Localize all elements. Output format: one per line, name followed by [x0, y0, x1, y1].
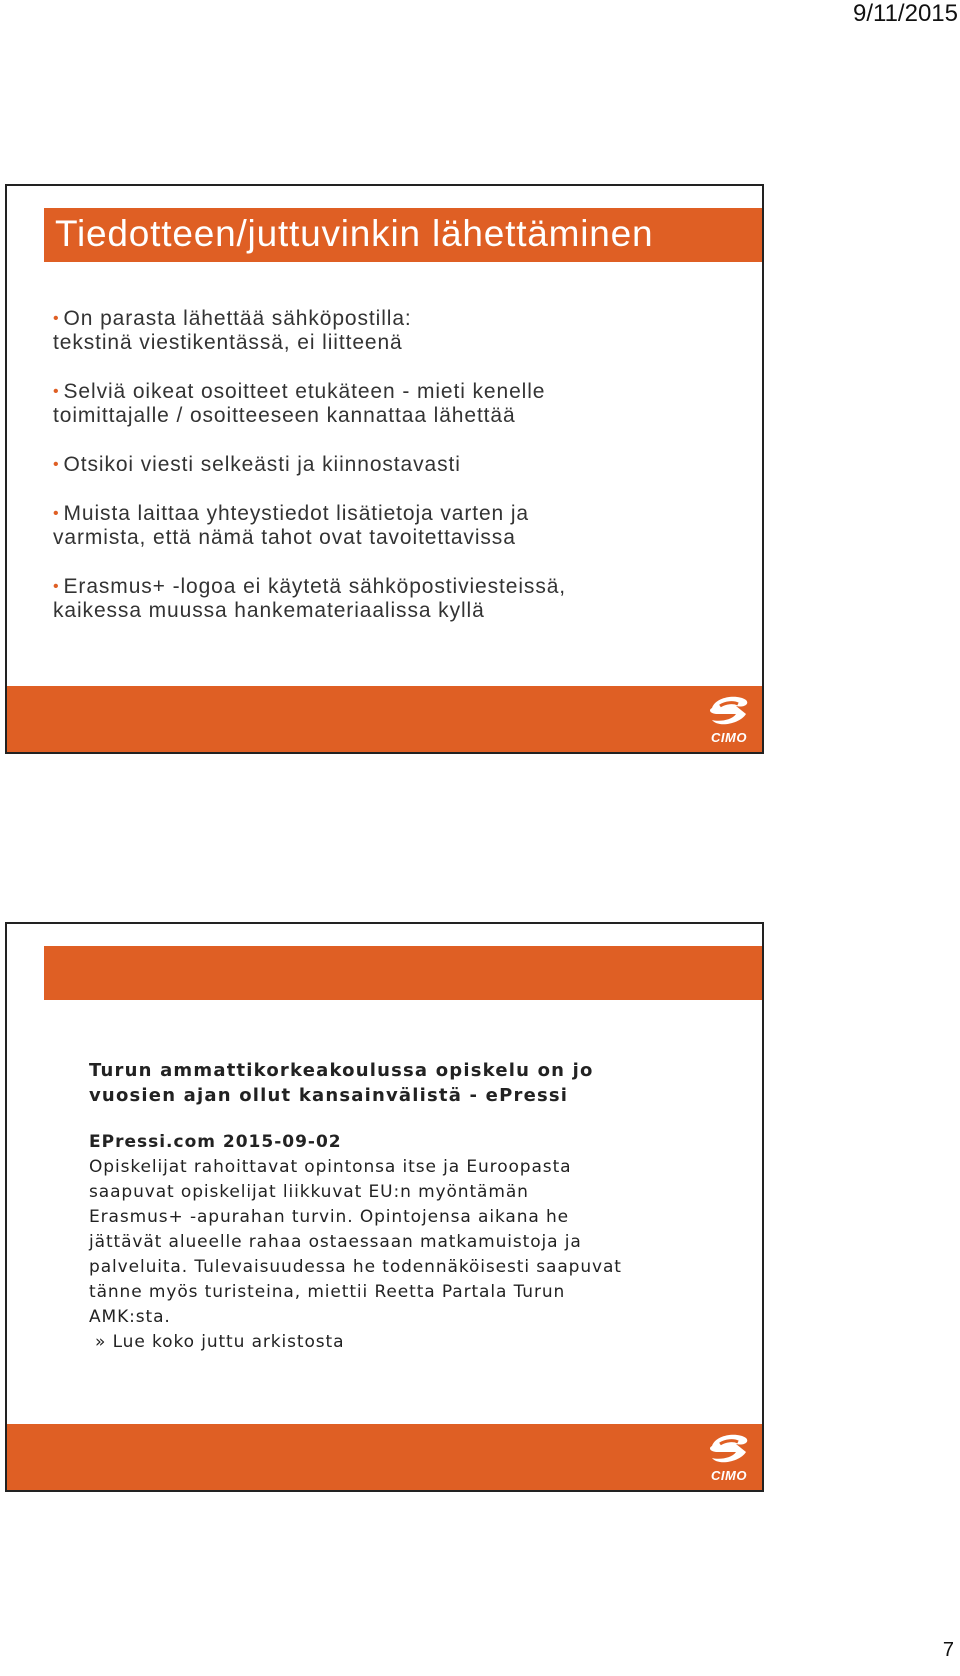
bullet-dot-icon: •	[53, 578, 60, 595]
slide-2	[5, 922, 764, 1492]
headline-line: Turun ammattikorkeakoulussa opiskelu on jo	[89, 1060, 594, 1081]
slide-1	[5, 184, 764, 754]
bullet-dot-icon: •	[53, 505, 60, 522]
page-date: 9/11/2015	[853, 0, 958, 27]
bullet-line: Selviä oikeat osoitteet etukäteen - mieti kenelle	[63, 380, 546, 403]
bullet-item	[53, 307, 742, 355]
article-headline[interactable]	[89, 1058, 732, 1108]
logo-text: CIMO	[711, 1468, 747, 1483]
bullet-line: Erasmus+ -logoa ei käytetä sähköpostiviesteissä,	[63, 575, 567, 598]
bullet-line: tekstinä viestikentässä, ei liitteenä	[53, 331, 403, 354]
bullet-line: kaikessa muussa hankemateriaalissa kyllä	[53, 599, 485, 622]
bullet-line: Otsikoi viesti selkeästi ja kiinnostavasti	[63, 453, 461, 476]
bullet-dot-icon: •	[53, 310, 60, 327]
slide-title-bar	[44, 208, 762, 262]
body-line: Erasmus+ -apurahan turvin. Opintojensa aikana he	[89, 1207, 570, 1227]
bullet-line: varmista, että nämä tahot ovat tavoitettavissa	[53, 526, 516, 549]
bullet-line: On parasta lähettää sähköpostilla:	[63, 307, 412, 330]
bullet-item	[53, 453, 742, 477]
bullet-line: Muista laittaa yhteystiedot lisätietoja varten ja	[63, 502, 529, 525]
bullet-list	[53, 307, 742, 648]
bullet-item	[53, 502, 742, 550]
logo-text: CIMO	[711, 730, 747, 745]
article-source: EPressi.com 2015-09-02	[89, 1132, 342, 1152]
body-line: AMK:sta.	[89, 1307, 171, 1327]
body-line: Opiskelijat rahoittavat opintonsa itse ja Euroopasta	[89, 1157, 572, 1177]
bullet-item	[53, 380, 742, 428]
cimo-logo-icon	[706, 1432, 752, 1482]
slide-title: Tiedotteen/juttuvinkin lähettäminen	[55, 213, 654, 254]
bullet-item	[53, 575, 742, 623]
body-line: palveluita. Tulevaisuudessa he todennäköisesti saapuvat	[89, 1257, 622, 1277]
page-number: 7	[942, 1639, 954, 1661]
headline-line: vuosien ajan ollut kansainvälistä - ePressi	[89, 1085, 569, 1106]
cimo-logo-icon	[706, 694, 752, 744]
slide-title-bar	[44, 946, 762, 1000]
bullet-dot-icon: •	[53, 456, 60, 473]
bullet-line: toimittajalle / osoitteeseen kannattaa lähettää	[53, 404, 516, 427]
body-line: saapuvat opiskelijat liikkuvat EU:n myöntämän	[89, 1182, 529, 1202]
slide-footer-bar	[7, 686, 762, 752]
article-body	[89, 1155, 732, 1330]
article	[89, 1058, 732, 1355]
body-line: tänne myös turisteina, miettii Reetta Partala Turun	[89, 1282, 566, 1302]
slide-footer-bar	[7, 1424, 762, 1490]
read-more-link[interactable]: » Lue koko juttu arkistosta	[95, 1332, 345, 1352]
bullet-dot-icon: •	[53, 383, 60, 400]
body-line: jättävät alueelle rahaa ostaessaan matkamuistoja ja	[89, 1232, 582, 1252]
